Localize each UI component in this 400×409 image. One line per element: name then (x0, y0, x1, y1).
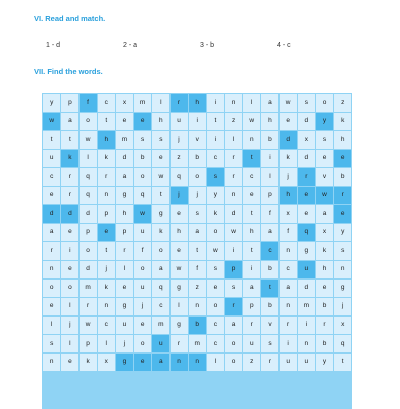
grid-cell[interactable]: b (189, 317, 206, 334)
grid-cell[interactable]: e (134, 354, 151, 371)
grid-cell[interactable]: k (98, 280, 115, 297)
grid-cell[interactable]: d (225, 205, 242, 222)
grid-cell[interactable]: i (243, 261, 260, 278)
grid-cell[interactable]: a (280, 280, 297, 297)
grid-cell[interactable]: g (116, 298, 133, 315)
grid-cell[interactable]: q (80, 168, 97, 185)
grid-cell[interactable]: n (280, 298, 297, 315)
grid-cell[interactable]: y (316, 354, 333, 371)
grid-cell[interactable]: p (225, 261, 242, 278)
answer-3: 3 - b (200, 42, 215, 49)
grid-cell[interactable]: b (316, 298, 333, 315)
grid-cell[interactable]: w (316, 187, 333, 204)
grid-cell[interactable]: t (152, 187, 169, 204)
grid-cell[interactable]: e (61, 224, 78, 241)
grid-cell[interactable]: h (171, 224, 188, 241)
grid-cell[interactable]: c (207, 150, 224, 167)
grid-cell[interactable]: l (98, 335, 115, 352)
grid-cell[interactable]: w (43, 113, 60, 130)
grid-cell[interactable]: w (280, 94, 297, 111)
grid-cell[interactable]: w (171, 261, 188, 278)
grid-cell[interactable]: e (298, 205, 315, 222)
grid-cell[interactable]: d (61, 205, 78, 222)
grid-cell[interactable]: h (261, 113, 278, 130)
grid-cell[interactable]: c (243, 168, 260, 185)
grid-cell[interactable]: q (80, 187, 97, 204)
grid-cell[interactable]: x (280, 205, 297, 222)
grid-cell[interactable]: c (207, 317, 224, 334)
grid-cell[interactable]: o (61, 280, 78, 297)
grid-cell[interactable]: h (98, 131, 115, 148)
grid-cell[interactable]: x (298, 131, 315, 148)
grid-cell[interactable]: r (280, 317, 297, 334)
grid-cell[interactable]: o (207, 224, 224, 241)
grid-cell[interactable]: e (243, 187, 260, 204)
grid-cell[interactable]: x (334, 317, 351, 334)
grid-cell[interactable]: d (43, 205, 60, 222)
grid-cell[interactable]: k (61, 150, 78, 167)
grid-cell[interactable]: r (225, 298, 242, 315)
grid-cell[interactable]: n (189, 298, 206, 315)
grid-cell[interactable]: d (298, 150, 315, 167)
grid-cell[interactable]: m (134, 94, 151, 111)
grid-cell[interactable]: p (80, 335, 97, 352)
grid-cell[interactable]: i (225, 242, 242, 259)
grid-cell[interactable]: j (334, 298, 351, 315)
grid-cell[interactable]: n (171, 354, 188, 371)
grid-cell[interactable]: w (80, 317, 97, 334)
grid-cell[interactable]: v (189, 131, 206, 148)
grid-cell[interactable]: a (225, 317, 242, 334)
grid-cell[interactable]: x (98, 354, 115, 371)
grid-cell[interactable]: e (152, 150, 169, 167)
answer-4: 4 - c (277, 42, 291, 49)
grid-cell[interactable]: a (243, 280, 260, 297)
grid-cell[interactable]: m (152, 317, 169, 334)
grid-cell[interactable]: s (225, 280, 242, 297)
grid-cell[interactable]: n (298, 335, 315, 352)
grid-cell[interactable]: u (43, 150, 60, 167)
grid-cell[interactable]: q (298, 224, 315, 241)
grid-cell[interactable]: v (316, 168, 333, 185)
grid-cell[interactable]: n (280, 242, 297, 259)
grid-cell[interactable]: r (98, 168, 115, 185)
grid-cell[interactable]: n (98, 298, 115, 315)
grid-cell[interactable]: n (334, 261, 351, 278)
grid-cell[interactable]: q (171, 168, 188, 185)
grid-cell[interactable]: p (61, 94, 78, 111)
grid-cell[interactable]: b (261, 298, 278, 315)
grid-cell[interactable]: a (261, 94, 278, 111)
grid-cell[interactable]: u (280, 354, 297, 371)
grid-cell[interactable]: y (207, 187, 224, 204)
grid-cell[interactable]: c (43, 168, 60, 185)
grid-cell[interactable]: k (316, 242, 333, 259)
grid-cell[interactable]: l (207, 354, 224, 371)
grid-cell[interactable]: j (116, 335, 133, 352)
answers-row (46, 42, 346, 54)
grid-cell[interactable]: e (116, 280, 133, 297)
grid-cell[interactable]: c (152, 298, 169, 315)
answer-1: 1 - d (46, 42, 61, 49)
grid-cell[interactable]: e (61, 261, 78, 278)
grid-cell[interactable]: j (98, 261, 115, 278)
grid-cell[interactable]: r (225, 168, 242, 185)
grid-cell[interactable]: s (316, 131, 333, 148)
grid-cell[interactable]: s (43, 335, 60, 352)
grid-cell[interactable]: b (134, 150, 151, 167)
grid-cell[interactable]: g (116, 187, 133, 204)
grid-cell[interactable]: p (80, 224, 97, 241)
grid-cell[interactable]: k (152, 224, 169, 241)
grid-cell[interactable]: l (225, 131, 242, 148)
grid-cell[interactable]: j (171, 187, 188, 204)
grid-cell[interactable]: j (134, 298, 151, 315)
grid-cell[interactable]: f (261, 205, 278, 222)
grid-cell[interactable]: i (61, 242, 78, 259)
grid-cell[interactable]: j (280, 168, 297, 185)
grid-cell[interactable]: b (261, 131, 278, 148)
grid-cell[interactable]: p (261, 187, 278, 204)
grid-cell[interactable]: m (298, 298, 315, 315)
grid-cell[interactable]: o (189, 168, 206, 185)
grid-cell[interactable]: a (116, 168, 133, 185)
grid-cell[interactable]: y (43, 94, 60, 111)
word-search-grid (42, 93, 352, 409)
grid-cell[interactable]: x (116, 94, 133, 111)
grid-cell[interactable]: d (80, 261, 97, 278)
grid-cell[interactable]: c (280, 261, 297, 278)
grid-cell[interactable]: h (280, 187, 297, 204)
grid-cell[interactable]: g (171, 317, 188, 334)
grid-cell[interactable]: e (334, 205, 351, 222)
grid-cell[interactable]: o (80, 242, 97, 259)
grid-cell[interactable]: c (98, 317, 115, 334)
grid-cell[interactable]: t (207, 113, 224, 130)
grid-cell[interactable]: k (280, 150, 297, 167)
grid-cell[interactable]: t (98, 113, 115, 130)
grid-cell[interactable]: l (171, 298, 188, 315)
grid-cell[interactable]: n (98, 187, 115, 204)
grid-cell[interactable]: r (171, 94, 188, 111)
grid-cell[interactable]: o (134, 335, 151, 352)
grid-cell[interactable]: q (334, 335, 351, 352)
grid-cell[interactable]: e (334, 150, 351, 167)
grid-cell[interactable]: r (61, 168, 78, 185)
grid-cell[interactable]: i (207, 131, 224, 148)
grid-cell[interactable]: z (334, 94, 351, 111)
grid-cell[interactable]: s (261, 335, 278, 352)
grid-cell[interactable]: o (225, 354, 242, 371)
grid-cell[interactable]: t (243, 150, 260, 167)
grid-cell[interactable]: c (98, 94, 115, 111)
grid-cell[interactable]: u (298, 261, 315, 278)
grid-cell[interactable]: e (207, 280, 224, 297)
grid-cell[interactable]: k (334, 113, 351, 130)
grid-cell[interactable]: t (43, 131, 60, 148)
grid-cell[interactable]: w (134, 205, 151, 222)
answer-2: 2 - a (123, 42, 138, 49)
grid-cell[interactable]: n (189, 354, 206, 371)
grid-cell[interactable]: h (152, 113, 169, 130)
grid-cell[interactable]: r (61, 187, 78, 204)
grid-cell[interactable]: l (261, 168, 278, 185)
section-title-read-and-match: VI. Read and match. (34, 14, 106, 23)
grid-cell[interactable]: r (298, 168, 315, 185)
grid-cell[interactable]: l (43, 317, 60, 334)
grid-cell[interactable]: b (334, 168, 351, 185)
grid-cell[interactable]: s (134, 131, 151, 148)
grid-cell[interactable]: s (298, 94, 315, 111)
grid-cell[interactable]: y (334, 224, 351, 241)
grid-cell[interactable]: a (43, 224, 60, 241)
grid-cell[interactable]: z (189, 280, 206, 297)
grid-cell[interactable]: r (334, 187, 351, 204)
grid-cell[interactable]: c (207, 335, 224, 352)
grid-cell[interactable]: t (334, 354, 351, 371)
grid-cell[interactable]: c (261, 242, 278, 259)
grid-cell[interactable]: l (80, 150, 97, 167)
grid-cell[interactable]: h (189, 94, 206, 111)
grid-cell[interactable]: k (98, 150, 115, 167)
grid-cell[interactable]: g (116, 354, 133, 371)
grid-cell[interactable]: e (98, 224, 115, 241)
grid-cell[interactable]: g (334, 280, 351, 297)
grid-cell[interactable]: j (61, 317, 78, 334)
grid-cell[interactable]: n (243, 131, 260, 148)
grid-cell[interactable]: e (43, 187, 60, 204)
grid-cell[interactable]: t (189, 242, 206, 259)
grid-cell[interactable]: e (171, 205, 188, 222)
grid-cell[interactable]: z (225, 113, 242, 130)
grid-cell[interactable]: u (116, 317, 133, 334)
grid-cell[interactable]: n (43, 354, 60, 371)
grid-cell[interactable]: w (243, 113, 260, 130)
grid-cell[interactable]: g (298, 242, 315, 259)
grid-cell[interactable]: t (261, 280, 278, 297)
grid-cell[interactable]: d (280, 131, 297, 148)
grid-cell[interactable]: r (43, 242, 60, 259)
grid-cell[interactable]: g (171, 280, 188, 297)
grid-cell[interactable]: s (152, 131, 169, 148)
grid-cell[interactable]: f (80, 94, 97, 111)
grid-cell[interactable]: a (316, 205, 333, 222)
grid-cell[interactable]: n (43, 261, 60, 278)
grid-cell[interactable]: e (61, 354, 78, 371)
grid-cell[interactable]: z (171, 150, 188, 167)
grid-cell[interactable]: b (189, 150, 206, 167)
grid-cell[interactable]: m (116, 131, 133, 148)
grid-cell[interactable]: d (298, 280, 315, 297)
grid-cell[interactable]: q (152, 280, 169, 297)
grid-cell[interactable]: l (61, 298, 78, 315)
grid-cell[interactable]: e (316, 150, 333, 167)
grid-cell[interactable]: a (152, 354, 169, 371)
grid-cell[interactable]: p (98, 205, 115, 222)
grid-cell[interactable]: e (134, 113, 151, 130)
grid-cell[interactable]: t (243, 205, 260, 222)
grid-cell[interactable]: a (189, 224, 206, 241)
grid-cell[interactable]: e (171, 242, 188, 259)
grid-cell[interactable]: s (207, 168, 224, 185)
grid-cell[interactable]: l (243, 94, 260, 111)
grid-cell[interactable]: p (116, 224, 133, 241)
grid-cell[interactable]: f (189, 261, 206, 278)
grid-cell[interactable]: o (80, 113, 97, 130)
grid-cell[interactable]: i (298, 317, 315, 334)
grid-cell[interactable]: p (243, 298, 260, 315)
grid-cell[interactable]: r (225, 150, 242, 167)
grid-cell[interactable]: r (116, 242, 133, 259)
grid-cell[interactable]: t (243, 242, 260, 259)
grid-cell[interactable]: e (316, 280, 333, 297)
grid-cell[interactable]: u (171, 113, 188, 130)
grid-cell[interactable]: t (98, 242, 115, 259)
grid-cell[interactable]: l (152, 94, 169, 111)
grid-cell[interactable]: n (225, 187, 242, 204)
grid-cell[interactable]: k (207, 205, 224, 222)
grid-cell[interactable]: y (316, 113, 333, 130)
grid-cell[interactable]: r (243, 317, 260, 334)
grid-cell[interactable]: h (334, 131, 351, 148)
grid-cell[interactable]: e (280, 113, 297, 130)
grid-cell[interactable]: f (280, 224, 297, 241)
grid-cell[interactable]: u (134, 280, 151, 297)
grid-cell[interactable]: r (80, 298, 97, 315)
grid-cell[interactable]: f (134, 242, 151, 259)
grid-cell[interactable]: h (116, 205, 133, 222)
grid-cell[interactable]: d (298, 113, 315, 130)
grid-cell[interactable]: h (316, 261, 333, 278)
grid-cell[interactable]: e (298, 187, 315, 204)
grid-cell[interactable]: v (261, 317, 278, 334)
grid-cell[interactable]: g (152, 205, 169, 222)
grid-cell[interactable]: s (189, 205, 206, 222)
grid-cell[interactable]: e (134, 317, 151, 334)
grid-cell[interactable]: l (116, 261, 133, 278)
grid-cell[interactable]: w (207, 242, 224, 259)
grid-cell[interactable]: r (171, 335, 188, 352)
grid-cell[interactable]: u (152, 335, 169, 352)
grid-cell[interactable]: u (298, 354, 315, 371)
grid-cell[interactable]: j (171, 131, 188, 148)
grid-cell[interactable]: i (207, 94, 224, 111)
grid-cell[interactable]: b (316, 335, 333, 352)
grid-cell[interactable]: z (243, 354, 260, 371)
grid-cell[interactable]: m (80, 280, 97, 297)
grid-cell[interactable]: a (152, 261, 169, 278)
grid-cell[interactable]: o (134, 261, 151, 278)
grid-cell[interactable]: l (61, 335, 78, 352)
grid-cell[interactable]: a (261, 224, 278, 241)
grid-cell[interactable]: q (134, 187, 151, 204)
grid-cell[interactable]: i (261, 150, 278, 167)
grid-cell[interactable]: d (80, 205, 97, 222)
grid-cell[interactable]: s (207, 261, 224, 278)
grid-cell[interactable]: o (207, 298, 224, 315)
grid-cell[interactable]: o (225, 335, 242, 352)
grid-cell[interactable]: a (61, 113, 78, 130)
grid-cell[interactable]: e (43, 298, 60, 315)
grid-cell[interactable]: x (316, 224, 333, 241)
grid-cell[interactable]: n (225, 94, 242, 111)
grid-cell[interactable]: m (189, 335, 206, 352)
grid-cell[interactable]: d (116, 150, 133, 167)
section-title-find-the-words: VII. Find the words. (34, 67, 103, 76)
grid-cell[interactable]: i (189, 113, 206, 130)
grid-cell[interactable]: o (43, 280, 60, 297)
grid-cell[interactable]: o (316, 94, 333, 111)
grid-cell[interactable]: u (134, 224, 151, 241)
grid-cell[interactable]: b (261, 261, 278, 278)
grid-cell[interactable]: o (152, 242, 169, 259)
grid-cell[interactable]: s (334, 242, 351, 259)
grid-cell[interactable]: j (189, 187, 206, 204)
grid-cell[interactable]: w (225, 224, 242, 241)
grid-cell[interactable]: r (261, 354, 278, 371)
grid-cell[interactable]: t (61, 131, 78, 148)
grid-cell[interactable]: o (134, 168, 151, 185)
grid-cell[interactable]: r (316, 317, 333, 334)
grid-cell[interactable]: k (80, 354, 97, 371)
grid-cell[interactable]: e (116, 113, 133, 130)
grid-cell[interactable]: i (280, 335, 297, 352)
grid-cell[interactable]: h (243, 224, 260, 241)
grid-cell[interactable]: w (152, 168, 169, 185)
grid-cell[interactable]: w (80, 131, 97, 148)
grid-cell[interactable]: u (243, 335, 260, 352)
